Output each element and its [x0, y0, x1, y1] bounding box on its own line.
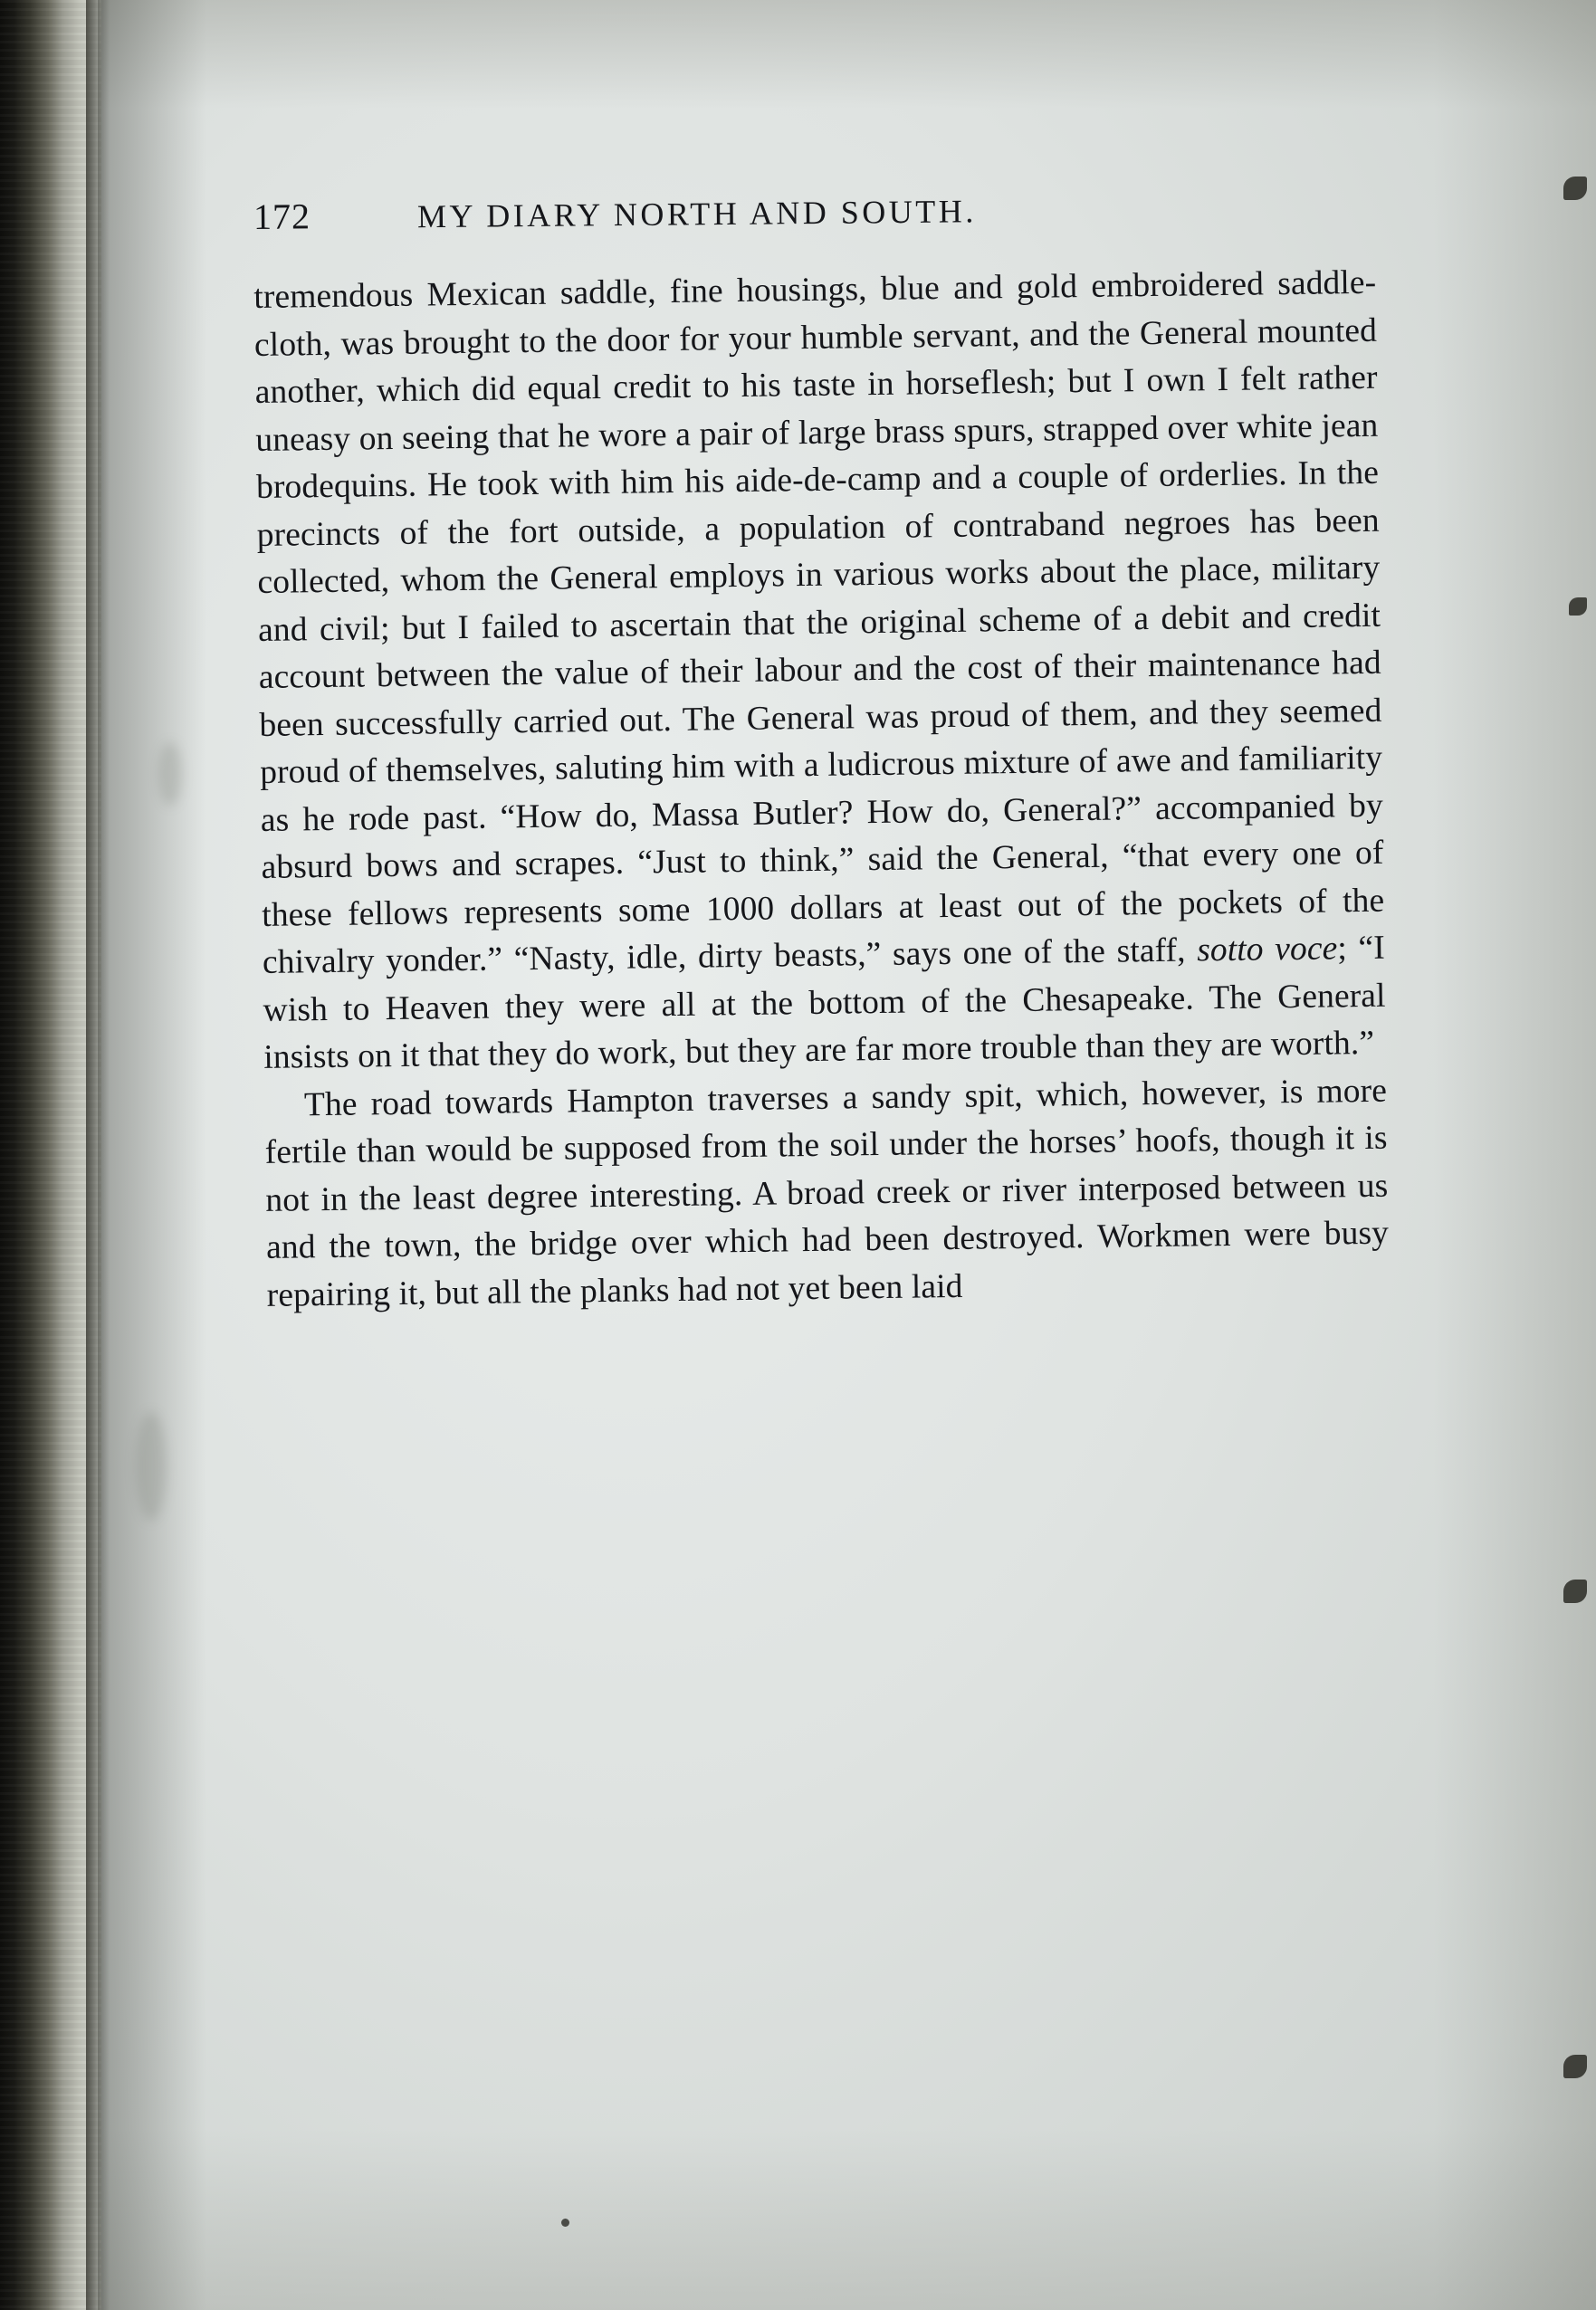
top-shadow	[101, 0, 1596, 109]
edge-mark-icon	[1563, 177, 1587, 200]
running-head: MY DIARY NORTH AND SOUTH.	[416, 193, 977, 235]
edge-mark-icon	[1563, 1580, 1587, 1603]
scan-smudge	[158, 742, 182, 806]
ink-speck	[561, 2219, 569, 2227]
edge-mark-icon	[1569, 597, 1587, 616]
italic-phrase: sotto voce	[1196, 930, 1338, 969]
bottom-shadow	[101, 2129, 1596, 2310]
paragraph-continued	[253, 260, 1387, 1083]
edge-mark-icon	[1563, 2055, 1587, 2078]
paragraph-text-tail: ; “I wish to Heaven they were all at the bottom of the Chesapeake. The General insists on it that they do work, but they are far more trouble than they are worth.”	[263, 929, 1386, 1076]
page-curl-shadow	[98, 0, 206, 2310]
paragraph-text: tremendous Mexican saddle, fine housings, blue and gold embroidered saddle-cloth, was brought to the door for your humble servant, and the General mounted another, which did equal credit to his taste in horseflesh; but I own I felt rather uneasy on seeing that he wore a pair of large brass spurs, strapped over white jean brodequins. He took with him his aide-de-camp and a couple of orderlies. In the precincts of the fort outside, a population of contraband negroes has been collected, whom the General employs in various works about the place, military and civil; but I failed to ascertain that the original scheme of a debit and credit account between the value of their labour and the cost of their maintenance had been successfully carried out. The General was proud of them, and they seemed proud of themselves, saluting him with a ludicrous mixture of awe and familiarity as he rode past. “How do, Massa Butler? How do, General?” accompanied by absurd bows and scrapes. “Just to think,” said the General, “that every one of these fellows represents some 1000 dollars at least out of the pockets of the chivalry yonder.” “Nasty, idle, dirty beasts,” says one of the staff,	[253, 263, 1385, 981]
paragraph-road: The road towards Hampton traverses a sandy spit, which, however, is more fertile than would be supposed from the soil under the horses’ hoofs, though it is not in the least degree interesting. A broad creek or river interposed between us and the town, the bridge over which had been destroyed. Workmen were busy repairing it, but all the planks had not yet been laid	[264, 1072, 1390, 1314]
page-header	[253, 185, 1376, 238]
body-text	[253, 260, 1390, 1320]
page-number: 172	[253, 196, 311, 237]
scan-smudge	[136, 1412, 167, 1521]
right-shadow	[1433, 0, 1596, 2310]
page-content	[253, 190, 1390, 1320]
